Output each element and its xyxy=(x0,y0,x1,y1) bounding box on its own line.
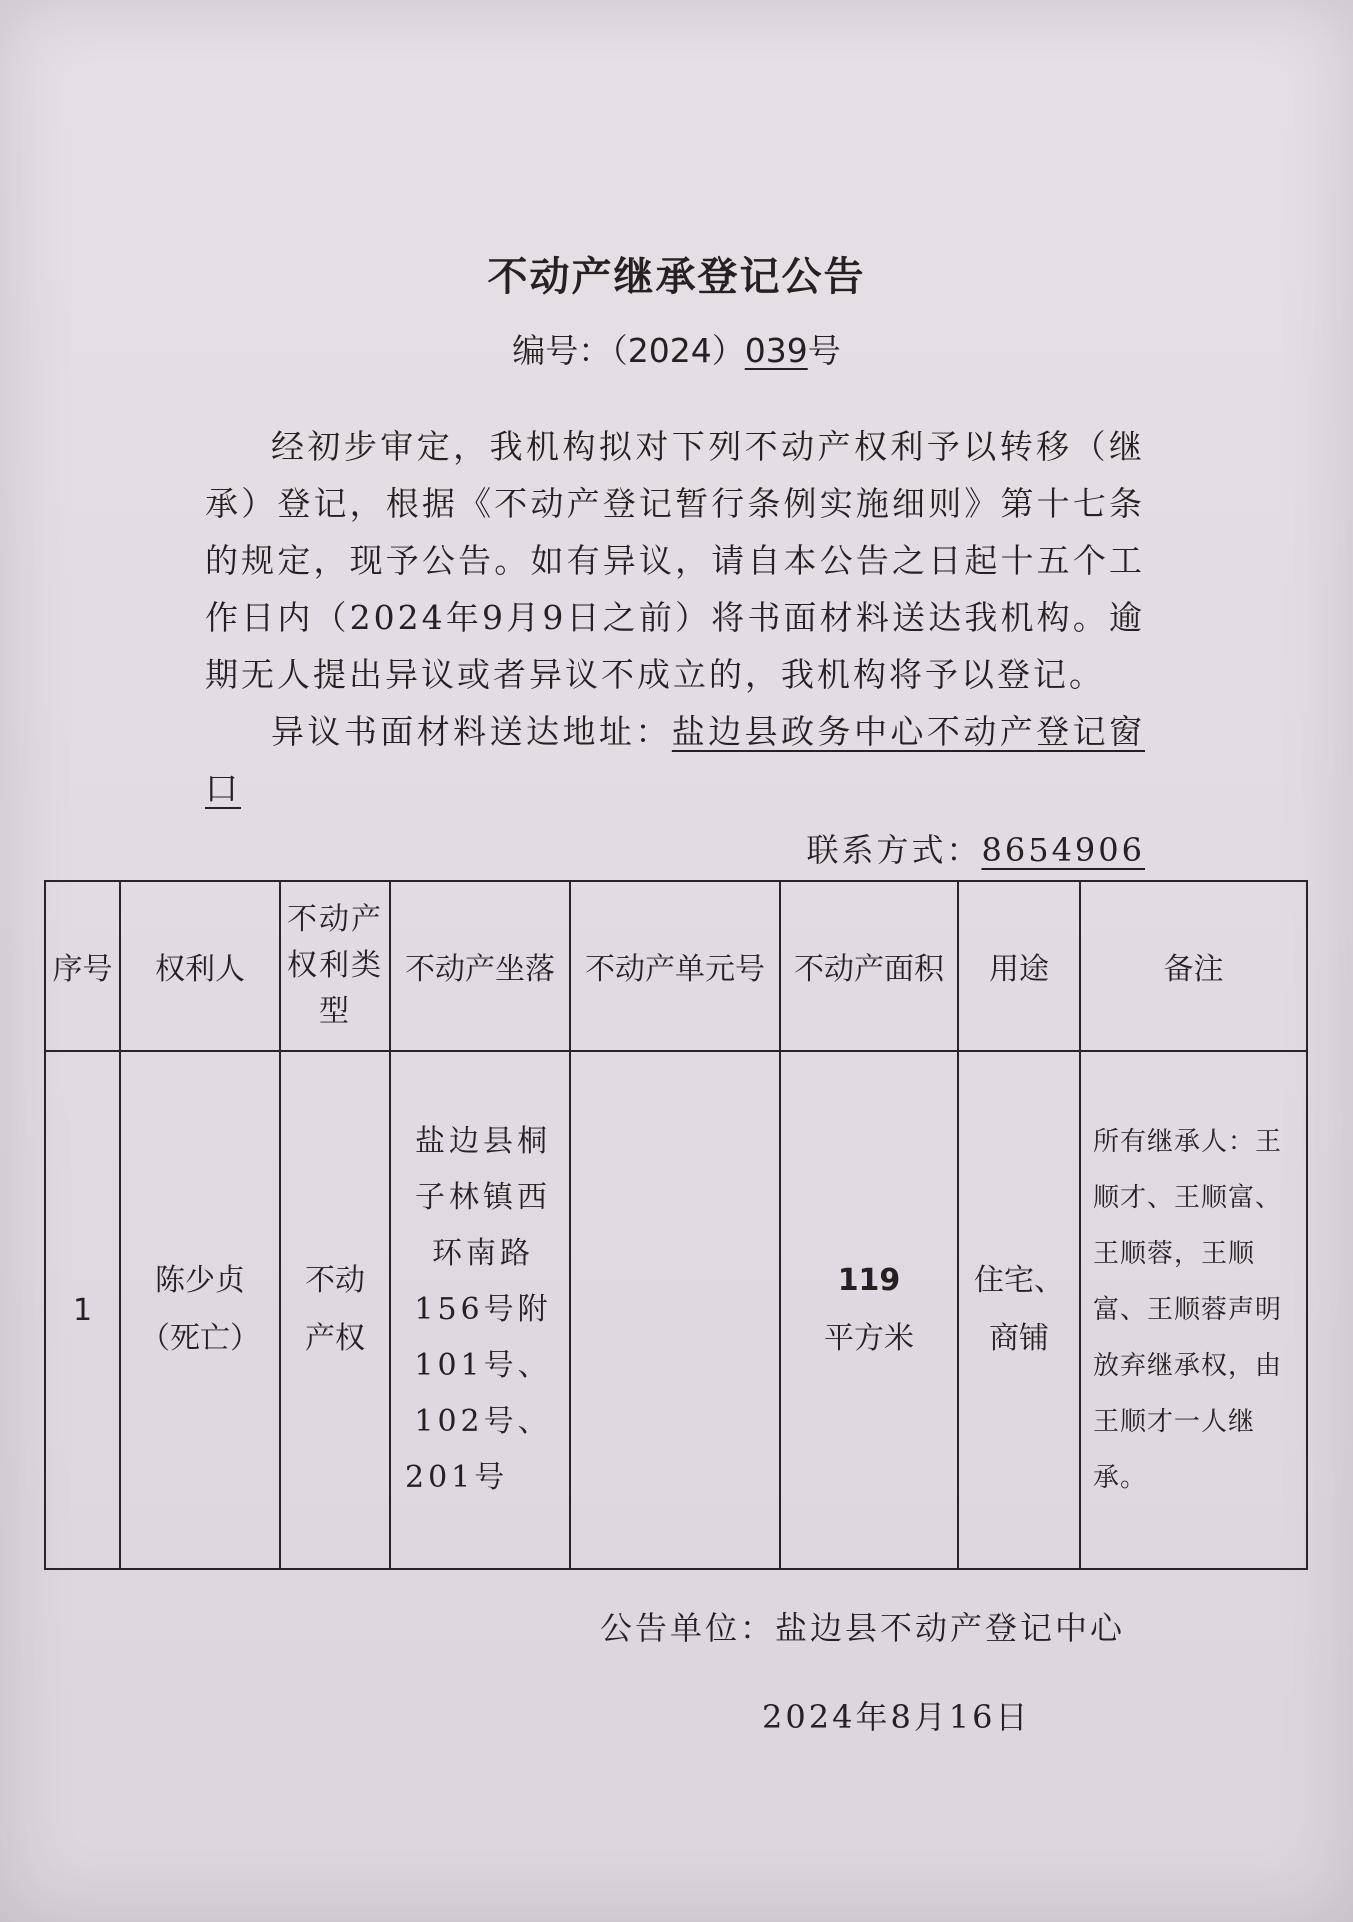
contact-label: 联系方式： xyxy=(806,831,982,869)
table-row xyxy=(45,1051,1307,1569)
area-value: 119 xyxy=(837,1263,901,1298)
header-location: 不动产坐落 xyxy=(390,881,570,1051)
header-owner: 权利人 xyxy=(120,881,280,1051)
serial-number-line xyxy=(0,325,1353,372)
header-unit-no: 不动产单元号 xyxy=(570,881,780,1051)
address-label: 异议书面材料送达地址： xyxy=(271,712,672,751)
header-seq: 序号 xyxy=(45,881,120,1051)
cell-usage: 住宅、商铺 xyxy=(958,1051,1080,1569)
cell-note: 所有继承人：王顺才、王顺富、王顺蓉，王顺富、王顺蓉声明放弃继承权，由王顺才一人继承。 xyxy=(1080,1051,1307,1569)
header-type: 不动产权利类型 xyxy=(280,881,390,1051)
issuer-line: 公告单位：盐边县不动产登记中心 xyxy=(600,1609,1126,1647)
header-usage: 用途 xyxy=(958,881,1080,1051)
address-paragraph xyxy=(205,703,1145,817)
cell-type: 不动产权 xyxy=(280,1051,390,1569)
property-table xyxy=(44,880,1308,1570)
cell-owner xyxy=(120,1051,280,1569)
issue-date: 2024年8月16日 xyxy=(762,1698,1031,1736)
table-header-row xyxy=(45,881,1307,1051)
area-unit: 平方米 xyxy=(824,1321,914,1356)
cell-area xyxy=(780,1051,958,1569)
serial-number: 039 xyxy=(744,331,808,370)
cell-location: 盐边县桐子林镇西环南路156号附101号、102号、201号 xyxy=(390,1051,570,1569)
owner-name: 陈少贞 xyxy=(155,1263,245,1298)
cell-unit-no xyxy=(570,1051,780,1569)
notice-body xyxy=(205,418,1145,817)
owner-status: （死亡） xyxy=(140,1321,260,1356)
address-value: 盐边县政务中心不动产登记窗口 xyxy=(205,712,1146,808)
header-note: 备注 xyxy=(1080,881,1307,1051)
contact-line xyxy=(806,825,1145,871)
page-title: 不动产继承登记公告 xyxy=(487,253,866,300)
serial-suffix: 号 xyxy=(807,331,841,370)
cell-seq: 1 xyxy=(45,1051,120,1569)
serial-prefix: 编号：（2024） xyxy=(512,331,745,370)
contact-value: 8654906 xyxy=(981,831,1145,869)
header-area: 不动产面积 xyxy=(780,881,958,1051)
notice-paragraph: 经初步审定，我机构拟对下列不动产权利予以转移（继承）登记，根据《不动产登记暂行条例实施细则》第十七条的规定，现予公告。如有异议，请自本公告之日起十五个工作日内（2024年9月9日之前）将书面材料送达我机构。逾期无人提出异议或者异议不成立的，我机构将予以登记。 xyxy=(205,427,1145,694)
